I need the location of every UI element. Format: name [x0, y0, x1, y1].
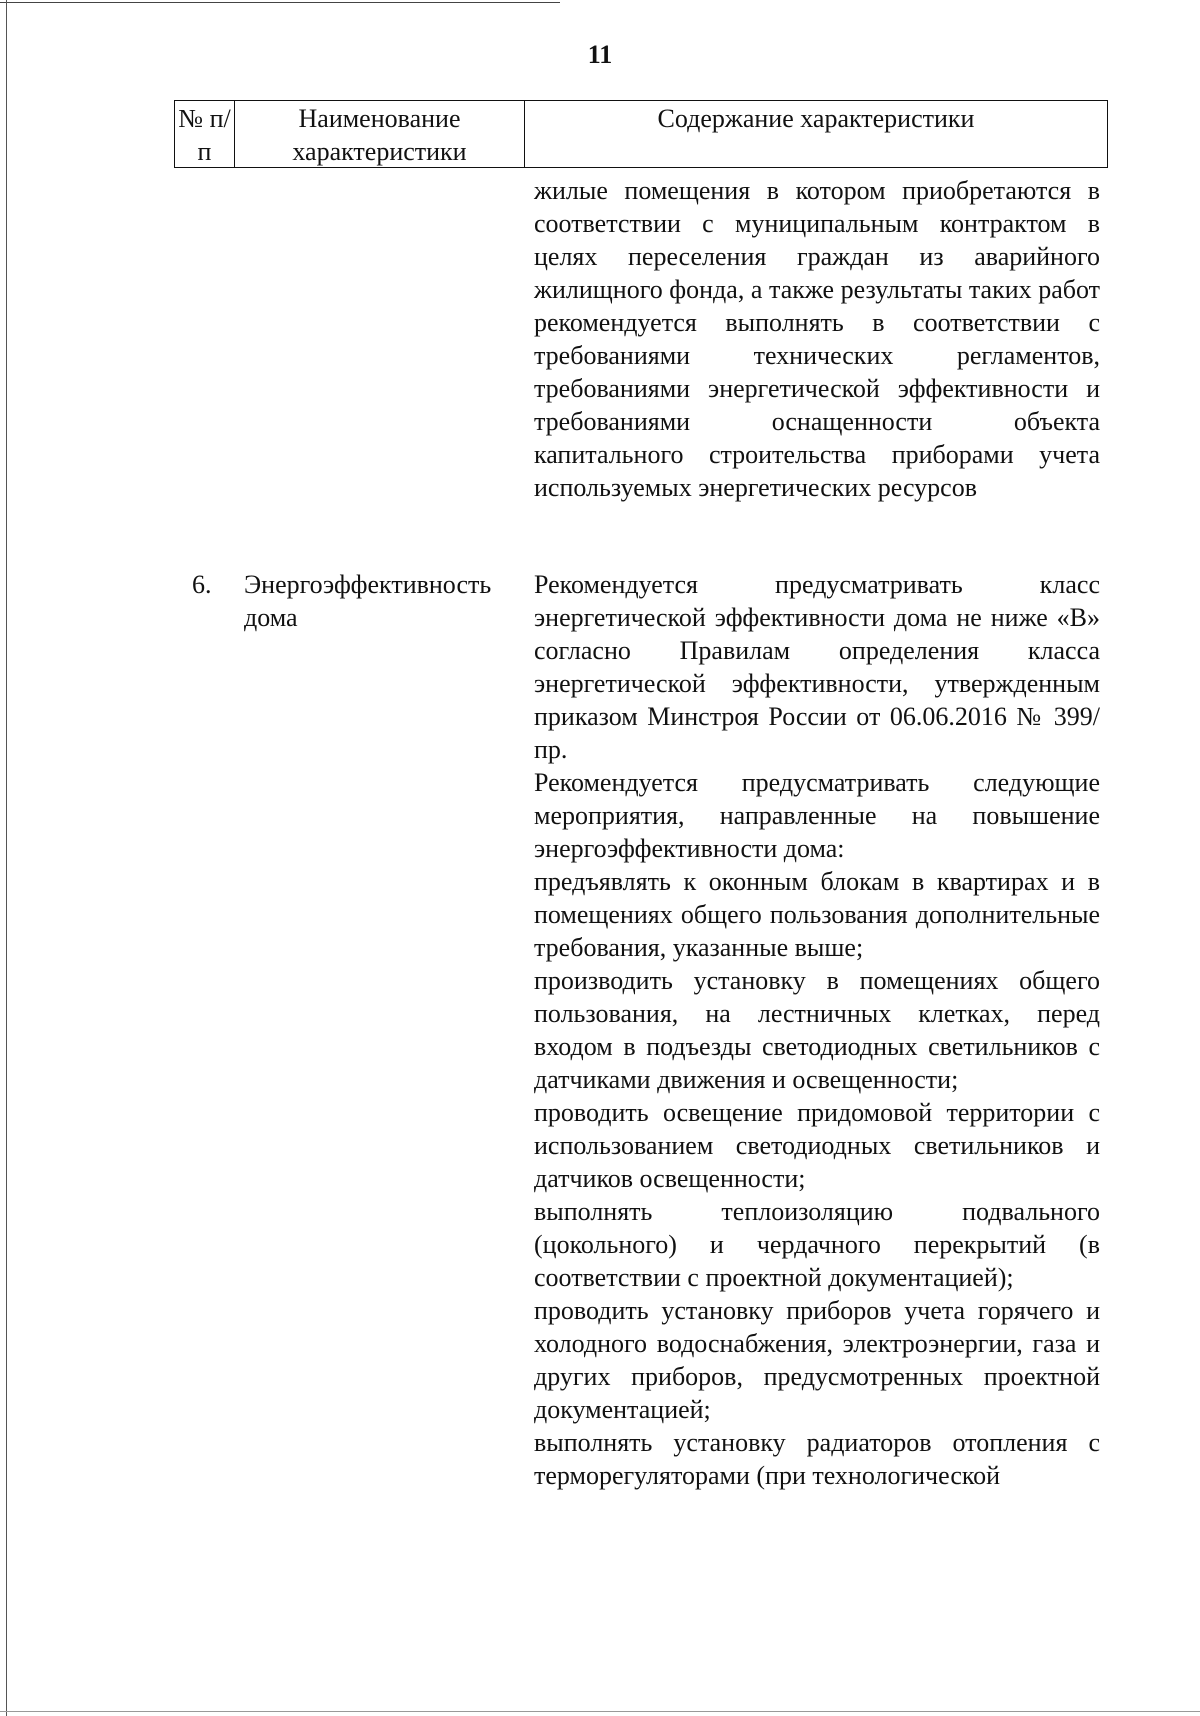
- content-paragraph: выполнять теплоизоляцию подвального (цокольного) и чердачного перекрытий (в соответствии с проектной документацией);: [534, 1197, 1100, 1292]
- content-paragraph: жилые помещения в котором приобретаются в соответствии с муниципальным контрактом в целях переселения граждан из аварийного жилищного фонда, а также результаты таких работ рекомендуется выполнять в соответствии с требованиями технических регламентов, требованиями энергетической эффективности и требованиями оснащенности объекта капитального строительства приборами учета используемых энергетических ресурсов: [534, 176, 1100, 502]
- content-paragraph: Рекомендуется предусматривать класс энергетической эффективности дома не ниже «В» согласно Правилам определения класса энергетической эффективности, утвержденным приказом Минстроя России от 06.06.2016 № 399/пр.: [534, 570, 1100, 764]
- header-name: Наименование характеристики: [235, 101, 525, 167]
- content-paragraph: проводить освещение придомовой территории с использованием светодиодных светильников и датчиков освещенности;: [534, 1098, 1100, 1193]
- scan-artifact-line: [0, 1711, 1200, 1712]
- content-paragraph: предъявлять к оконным блокам в квартирах и в помещениях общего пользования дополнительные требования, указанные выше;: [534, 867, 1100, 962]
- header-content: Содержание характеристики: [657, 104, 975, 133]
- table-header: [174, 100, 1108, 168]
- row-num: 6.: [192, 570, 212, 599]
- scan-artifact-edge: [6, 0, 7, 1716]
- content-paragraph: проводить установку приборов учета горячего и холодного водоснабжения, электроэнергии, газа и других приборов, предусмотренных проектной документацией;: [534, 1296, 1100, 1424]
- header-num: № п/п: [175, 101, 235, 167]
- content-paragraph: Рекомендуется предусматривать следующие мероприятия, направленные на повышение энергоэффективности дома:: [534, 768, 1100, 863]
- row-content: [534, 174, 1100, 504]
- content-paragraph: производить установку в помещениях общего пользования, на лестничных клетках, перед входом в подъезды светодиодных светильников с датчиками движения и освещенности;: [534, 966, 1100, 1094]
- row-content: [534, 568, 1100, 1492]
- scan-artifact-line: [0, 2, 560, 3]
- row-name: Энергоэффективность дома: [244, 570, 492, 632]
- content-paragraph: выполнять установку радиаторов отопления с терморегуляторами (при технологической: [534, 1428, 1100, 1490]
- page-number: 11: [587, 40, 613, 69]
